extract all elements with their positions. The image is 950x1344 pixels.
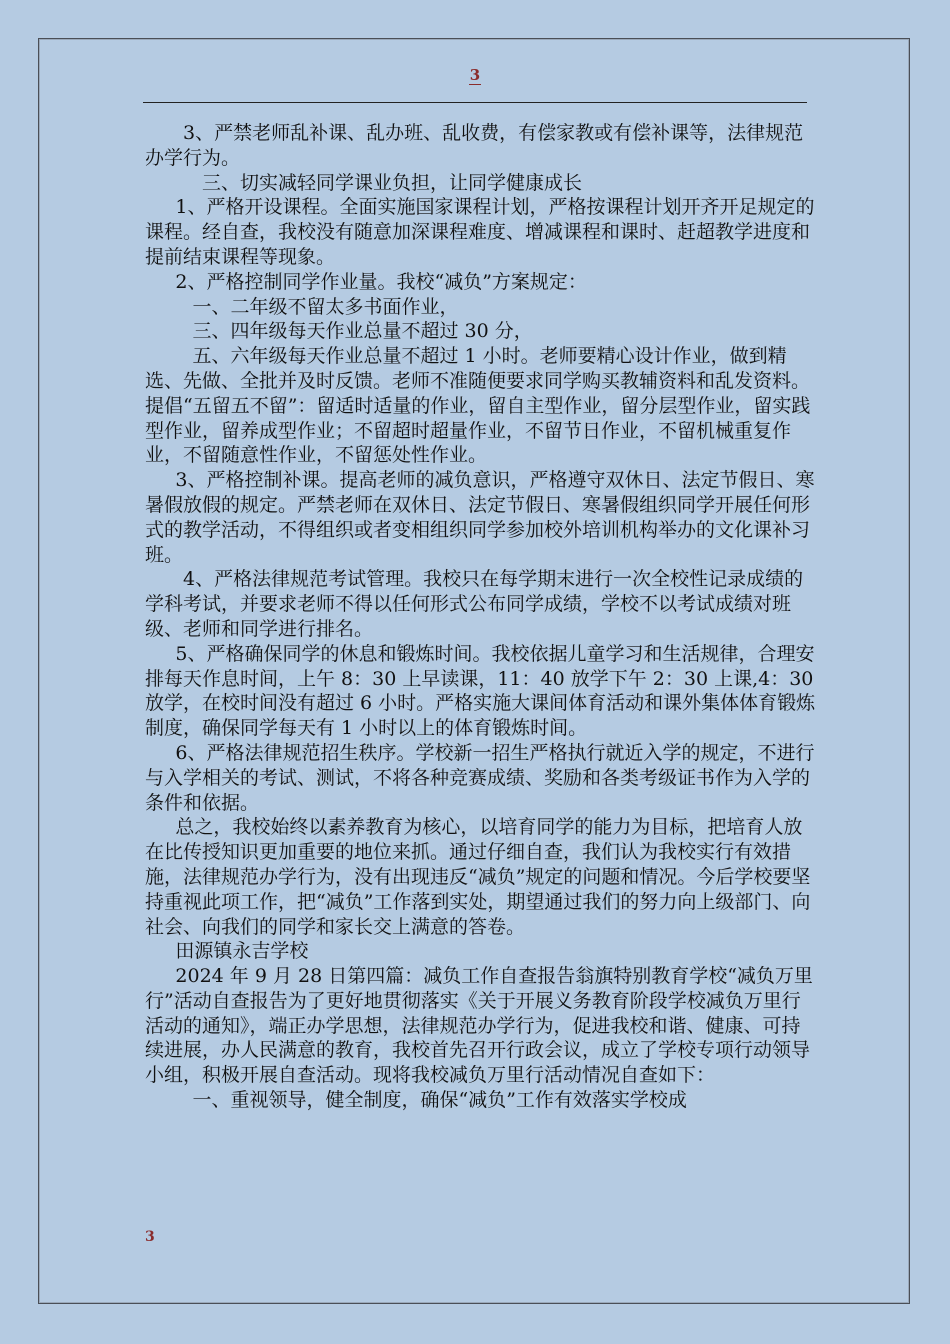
paragraph: 3、严格控制补课。提高老师的减负意识，严格遵守双休日、法定节假日、寒暑假放假的规定。严禁老师在双休日、法定节假日、寒暑假组织同学开展任何形式的教学活动，不得组织或者变相组织同学参加校外培训机构举办的文化课补习班。 xyxy=(145,469,815,566)
document-body xyxy=(145,121,817,1113)
paragraph: 一、二年级不留太多书面作业， xyxy=(192,295,459,318)
paragraph: 总之，我校始终以素养教育为核心，以培育同学的能力为目标，把培育人放在比传授知识更加重要的地位来抓。通过仔细自查，我们认为我校实行有效措施，法律规范办学行为，没有出现违反“减负”规定的问题和情况。今后学校要坚持重视此项工作，把“减负”工作落到实处，期望通过我们的努力向上级部门、向社会、向我们的同学和家长交上满意的答卷。 xyxy=(145,816,811,938)
paragraph: 3、严禁老师乱补课、乱办班、乱收费，有偿家教或有偿补课等，法律规范办学行为。 xyxy=(145,122,804,169)
paragraph: 三、四年级每天作业总量不超过 30 分， xyxy=(192,320,533,343)
header-page-number-text: 3 xyxy=(469,66,481,84)
paragraph: 2、严格控制同学作业量。我校“减负”方案规定： xyxy=(175,270,587,293)
paragraph: 2024 年 9 月 28 日第四篇：减负工作自查报告翁旗特别教育学校“减负万里行”活动自查报告为了更好地贯彻落实《关于开展义务教育阶段学校减负万里行活动的通知》，端正办学思想，法律规范办学行为，促进我校和谐、健康、可持续进展，办人民满意的教育，我校首先召开行政会议，成立了学校专项行动领导小组，积极开展自查活动。现将我校减负万里行活动情况自查如下： xyxy=(145,965,813,1087)
signature-school: 田源镇永吉学校 xyxy=(175,940,309,963)
paragraph: 5、严格确保同学的休息和锻炼时间。我校依据儿童学习和生活规律，合理安排每天作息时间，上午 8：30 上早读课，11：40 放学下午 2：30 上课,4：30 放学，在校时间没有超过 6 小时。严格实施大课间体育活动和课外集体体育锻炼制度，确保同学每天有 1 小时以上的体育锻炼时间。 xyxy=(145,642,816,740)
header-page-number xyxy=(0,66,950,84)
paragraph: 1、严格开设课程。全面实施国家课程计划，严格按课程计划开齐开足规定的课程。经自查，我校没有随意加深课程难度、增减课程和课时、赶超教学进度和提前结束课程等现象。 xyxy=(145,196,815,268)
header-rule xyxy=(143,102,807,103)
footer-page-number: 3 xyxy=(145,1229,155,1245)
paragraph: 五、六年级每天作业总量不超过 1 小时。老师要精心设计作业，做到精选、先做、全批并及时反馈。老师不准随便要求同学购买教辅资料和乱发资料。提倡“五留五不留”：留适时适量的作业，留自主型作业，留分层型作业，留实践型作业，留养成型作业；不留超时超量作业，不留节日作业，不留机械重复作业，不留随意性作业，不留惩处性作业。 xyxy=(145,345,811,467)
paragraph: 4、严格法律规范考试管理。我校只在每学期末进行一次全校性记录成绩的学科考试，并要求老师不得以任何形式公布同学成绩，学校不以考试成绩对班级、老师和同学进行排名。 xyxy=(145,568,804,640)
section-heading: 三、切实减轻同学课业负担，让同学健康成长 xyxy=(202,171,583,194)
paragraph: 一、重视领导，健全制度，确保“减负”工作有效落实学校成 xyxy=(192,1089,687,1112)
paragraph: 6、严格法律规范招生秩序。学校新一招生严格执行就近入学的规定，不进行与入学相关的考试、测试，不将各种竞赛成绩、奖励和各类考级证书作为入学的条件和依据。 xyxy=(145,741,815,814)
